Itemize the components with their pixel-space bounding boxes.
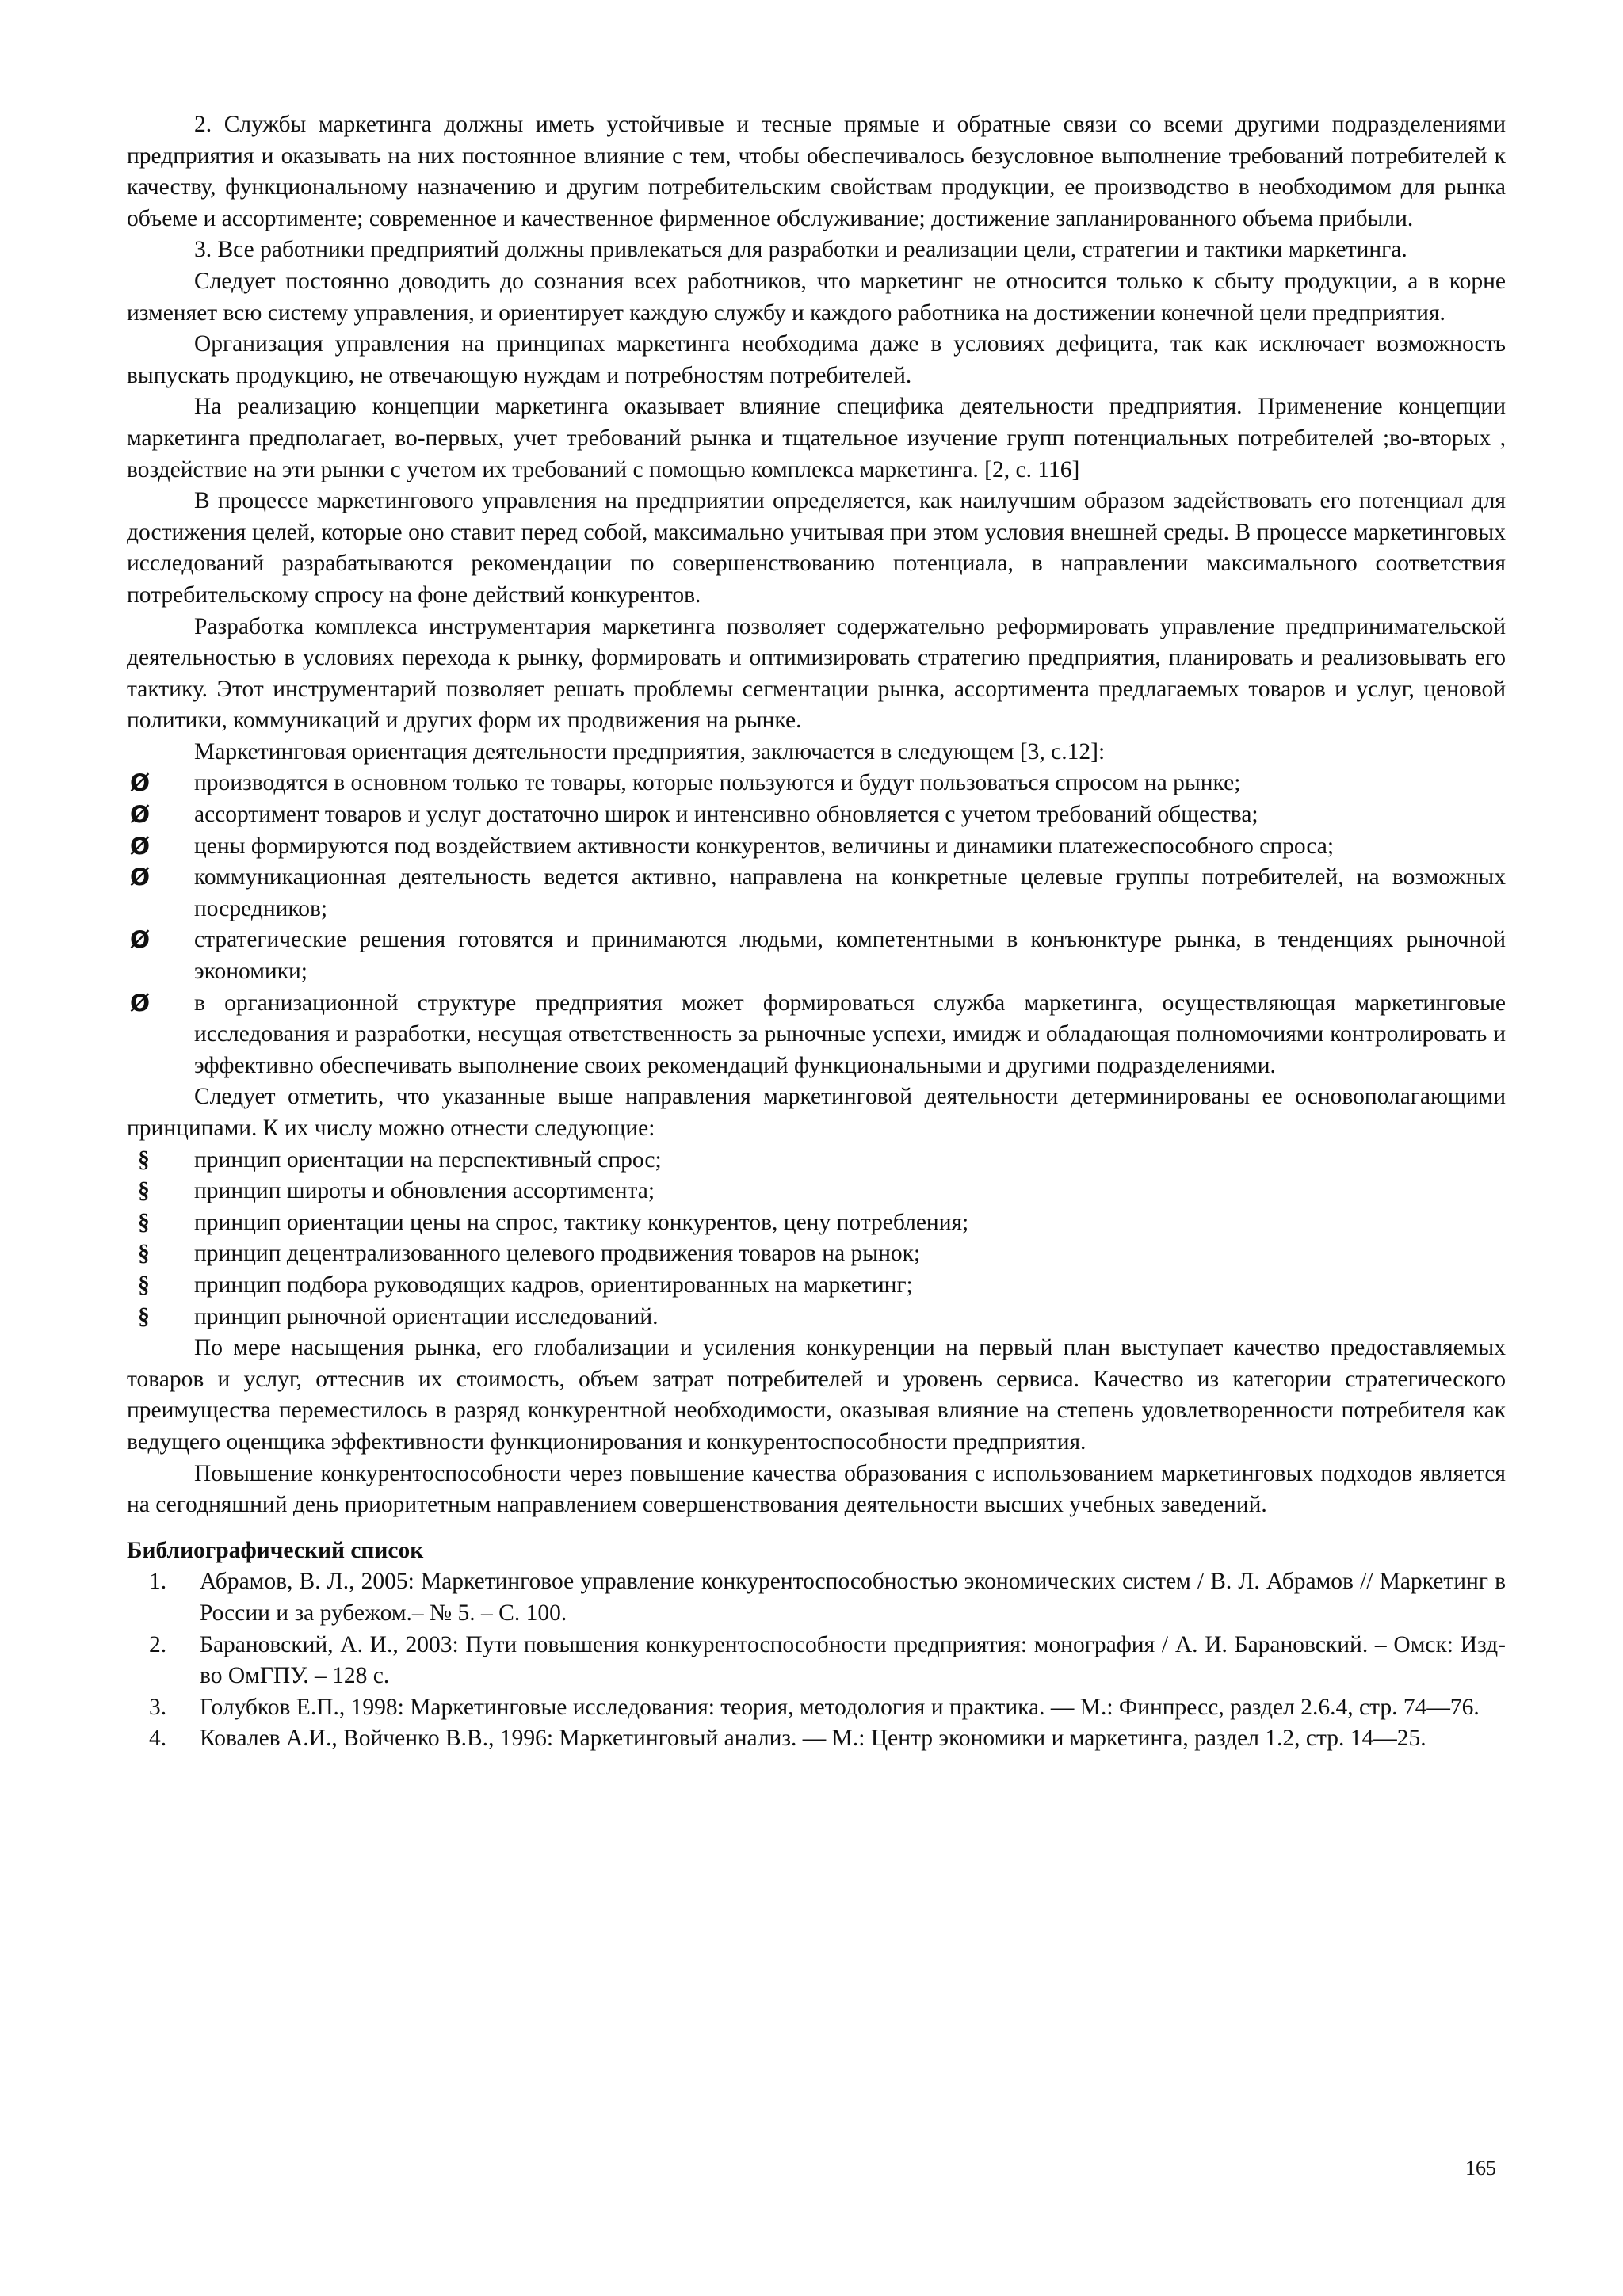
reference-number: 2. xyxy=(149,1631,167,1657)
paragraph: Следует отметить, что указанные выше направления маркетинговой деятельности детерминированы ее основополагающими принципами. К их числу можно отнести следующие: xyxy=(127,1084,1506,1141)
list-item xyxy=(127,1207,1506,1239)
reference-text: Голубков Е.П., 1998: Маркетинговые исследования: теория, методология и практика. — М.: Финпресс, раздел 2.6.4, стр. 74—76. xyxy=(200,1694,1480,1720)
paragraph: По мере насыщения рынка, его глобализации и усиления конкуренции на первый план выступает качество предоставляемых товаров и услуг, оттеснив их стоимость, объем затрат потребителей и уровень сервиса. Качество из категории стратегического преимущества переместилось в разряд конкурентной необходимости, оказывая влияние на степень удовлетворенности потребителя как ведущего оценщика эффективности функционирования и конкурентоспособности предприятия. xyxy=(127,1335,1506,1455)
list-item xyxy=(127,862,1506,925)
paragraph: Организация управления на принципах маркетинга необходима даже в условиях дефицита, так как исключает возможность выпускать продукцию, не отвечающую нуждам и потребностям потребителей. xyxy=(127,331,1506,388)
reference-item xyxy=(127,1566,1506,1629)
bullet-marker: Ø xyxy=(130,832,151,860)
reference-item xyxy=(127,1692,1506,1724)
reference-text: Абрамов, В. Л., 2005: Маркетинговое управление конкурентоспособностью экономических систем / В. Л. Абрамов // Маркетинг в России и за рубежом.– № 5. – С. 100. xyxy=(200,1569,1506,1626)
section-marker: § xyxy=(138,1209,150,1235)
list-item-text: принцип подбора руководящих кадров, ориентированных на маркетинг; xyxy=(194,1272,913,1298)
list-item-text: принцип ориентации цены на спрос, тактику конкурентов, цену потребления; xyxy=(194,1209,969,1235)
paragraph: Разработка комплекса инструментария маркетинга позволяет содержательно реформировать управление предпринимательской деятельностью в условиях перехода к рынку, формировать и оптимизировать стратегию предприятия, планировать и реализовывать его тактику. Этот инструментарий позволяет решать проблемы сегментации рынка, ассортимента предлагаемых товаров и услуг, ценовой политики, коммуникаций и других форм их продвижения на рынке. xyxy=(127,613,1506,734)
list-item-text: принцип децентрализованного целевого продвижения товаров на рынок; xyxy=(194,1241,921,1267)
reference-text: Ковалев А.И., Войченко В.В., 1996: Маркетинговый анализ. — М.: Центр экономики и маркетинга, раздел 1.2, стр. 14—25. xyxy=(200,1726,1426,1752)
reference-item xyxy=(127,1723,1506,1755)
list-item xyxy=(127,1302,1506,1333)
list-item-text: ассортимент товаров и услуг достаточно широк и интенсивно обновляется с учетом требований общества; xyxy=(194,802,1258,828)
section-marker: § xyxy=(138,1146,150,1173)
list-item-text: коммуникационная деятельность ведется активно, направлена на конкретные целевые группы потребителей, на возможных посредников; xyxy=(194,864,1506,921)
page-number: 165 xyxy=(1465,2157,1496,2180)
list-item-text: принцип ориентации на перспективный спрос; xyxy=(194,1146,662,1173)
reference-number: 4. xyxy=(149,1726,167,1752)
bibliography-list xyxy=(127,1566,1506,1755)
list-item xyxy=(127,988,1506,1082)
list-item-text: стратегические решения готовятся и принимаются людьми, компетентными в конъюнктуре рынка, в тенденциях рыночной экономики; xyxy=(194,927,1506,985)
paragraph: Маркетинговая ориентация деятельности предприятия, заключается в следующем [3, с.12]: xyxy=(194,738,1106,765)
bullet-marker: Ø xyxy=(130,989,151,1016)
bullet-marker: Ø xyxy=(130,769,151,797)
reference-text: Барановский, А. И., 2003: Пути повышения конкурентоспособности предприятия: монография / А. И. Барановский. – Омск: Изд-во ОмГПУ. – 128 с. xyxy=(200,1631,1506,1689)
section-marker: § xyxy=(138,1241,150,1267)
page-content xyxy=(127,109,1506,1755)
list-item-text: принцип широты и обновления ассортимента; xyxy=(194,1178,655,1204)
list-item-text: цены формируются под воздействием активности конкурентов, величины и динамики платежеспособного спроса; xyxy=(194,833,1335,859)
paragraph: 3. Все работники предприятий должны привлекаться для разработки и реализации цели, стратегии и тактики маркетинга. xyxy=(194,237,1407,263)
paragraph: Следует постоянно доводить до сознания всех работников, что маркетинг не относится только к сбыту продукции, а в корне изменяет всю систему управления, и ориентирует каждую службу и каждого работника на достижении конечной цели предприятия. xyxy=(127,268,1506,326)
section-marker: § xyxy=(138,1178,150,1204)
principles-list xyxy=(127,1145,1506,1333)
list-item xyxy=(127,925,1506,987)
bullet-marker: Ø xyxy=(130,864,151,891)
list-item-text: производятся в основном только те товары, которые пользуются и будут пользоваться спросом на рынке; xyxy=(194,770,1241,796)
list-item xyxy=(127,1238,1506,1270)
orientation-list xyxy=(127,768,1506,1081)
bullet-marker: Ø xyxy=(130,926,151,954)
paragraph: Повышение конкурентоспособности через повышение качества образования с использованием маркетинговых подходов является на сегодняшний день приоритетным направлением совершенствования деятельности высших учебных заведений. xyxy=(127,1460,1506,1518)
reference-item xyxy=(127,1630,1506,1692)
bullet-marker: Ø xyxy=(130,801,151,829)
bibliography-title: Библиографический список xyxy=(127,1537,424,1563)
list-item xyxy=(127,1145,1506,1177)
paragraph: 2. Службы маркетинга должны иметь устойчивые и тесные прямые и обратные связи со всеми другими подразделениями предприятия и оказывать на них постоянное влияние с тем, чтобы обеспечивалось безусловное выполнение требований потребителей к качеству, функциональному назначению и другим потребительским свойствам продукции, ее производство в необходимом для рынка объеме и ассортименте; современное и качественное фирменное обслуживание; достижение запланированного объема прибыли. xyxy=(127,112,1506,231)
list-item-text: принцип рыночной ориентации исследований. xyxy=(194,1303,659,1329)
reference-number: 3. xyxy=(149,1694,167,1720)
list-item xyxy=(127,768,1506,799)
list-item xyxy=(127,831,1506,863)
paragraph: На реализацию концепции маркетинга оказывает влияние специфика деятельности предприятия. Применение концепции маркетинга предполагает, во-первых, учет требований рынка и тщательное изучение групп потенциальных потребителей ;во-вторых , воздействие на эти рынки с учетом их требований с помощью комплекса маркетинга. [2, с. 116] xyxy=(127,394,1506,482)
paragraph: В процессе маркетингового управления на предприятии определяется, как наилучшим образом задействовать его потенциал для достижения целей, которые оно ставит перед собой, максимально учитывая при этом условия внешней среды. В процессе маркетинговых исследований разрабатываются рекомендации по совершенствованию потенциала, в направлении максимального соответствия потребительскому спросу на фоне действий конкурентов. xyxy=(127,488,1506,608)
list-item xyxy=(127,799,1506,831)
list-item xyxy=(127,1270,1506,1302)
list-item-text: в организационной структуре предприятия может формироваться служба маркетинга, осуществляющая маркетинговые исследования и разработки, несущая ответственность за рыночные успехи, имидж и обладающая полномочиями контролировать и эффективно обеспечивать выполнение своих рекомендаций функциональными и другими подразделениями. xyxy=(194,990,1506,1078)
section-marker: § xyxy=(138,1303,150,1329)
list-item xyxy=(127,1176,1506,1207)
reference-number: 1. xyxy=(149,1569,167,1595)
section-marker: § xyxy=(138,1272,150,1298)
